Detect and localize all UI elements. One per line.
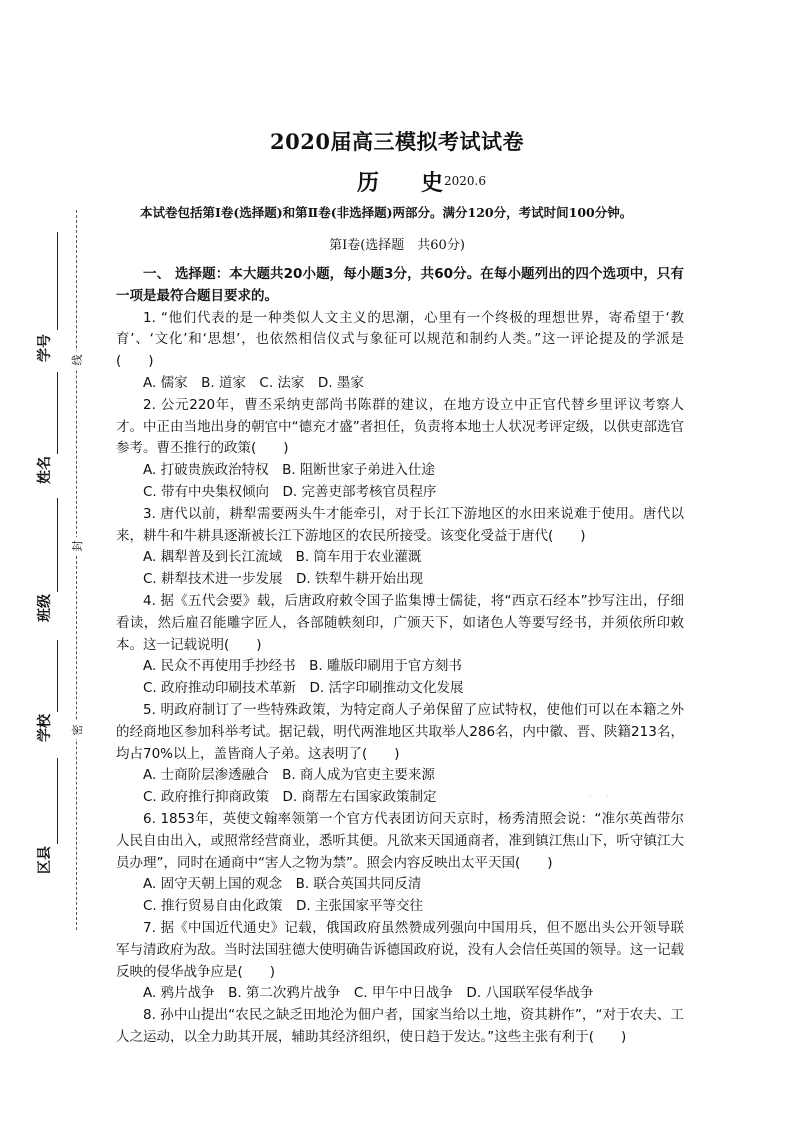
question-options: A. 鸦片战争 B. 第二次鸦片战争 C. 甲午中日战争 D. 八国联军侵华战争: [143, 985, 594, 1002]
fill-line-name: [57, 372, 58, 454]
label-name: 姓名: [37, 456, 53, 484]
subject-char-1: 历: [357, 170, 380, 196]
fill-line-class: [57, 498, 58, 592]
question-options: A. 民众不再使用手抄经书 B. 雕版印刷用于官方刻书: [143, 658, 462, 675]
label-district: 区县: [37, 846, 53, 874]
binding-margin: [0, 0, 110, 1123]
seal-char-secret: 密: [69, 721, 85, 739]
question-options: A. 固守天朝上国的观念 B. 联合英国共同反清: [143, 876, 422, 893]
fill-line-school: [57, 640, 58, 712]
question-stem: 6. 1853年，英使文翰率领第一个官方代表团访问天京时，杨秀清照会说：“准尔英酋带尔人民自由出入，或照常经营商业，悉听其便。凡欲来天国通商者，准到镇江焦山下，听守镇江大员办理”，同时在通商中“害人之物为禁”。照会内容反映出太平天国( ): [116, 810, 684, 871]
subject-name: [357, 166, 443, 197]
fill-line-district: [57, 758, 58, 844]
exam-intro: 本试卷包括第Ⅰ卷(选择题)和第Ⅱ卷(非选择题)两部分。满分120分，考试时间100分钟。: [140, 205, 633, 220]
question-stem: 3. 唐代以前，耕犁需要两头牛才能牵引，对于长江下游地区的水田来说难于使用。唐代以来，耕牛和牛耕具逐渐被长江下游地区的农民所接受。该变化受益于唐代( ): [116, 505, 684, 544]
question-options: A. 士商阶层渗透融合 B. 商人成为官吏主要来源: [143, 767, 435, 784]
question-stem: 1. “他们代表的是一种类似人文主义的思潮，心里有一个终极的理想世界，寄希望于‘教育’、‘文化’和‘思想’，也依然相信仪式与象征可以规范和制约人类。”这一评论提及的学派是( ): [116, 309, 684, 370]
question-stem: 7. 据《中国近代通史》记载，俄国政府虽然赞成列强向中国用兵，但不愿出头公开领导联军与清政府为敌。当时法国驻德大使明确告诉德国政府说，没有人会信任英国的领导。这一记载反映的侵华战争应是( ): [116, 919, 684, 980]
question-stem: 5. 明政府制订了一些特殊政策，为特定商人子弟保留了应试特权，使他们可以在本籍之外的经商地区参加科举考试。据记载，明代两淮地区共取举人286名，内中徽、晋、陕籍213名，均占70%以上，盖皆商人子弟。这表明了( ): [116, 701, 684, 762]
question-stem: 4. 据《五代会要》载，后唐政府敕令国子监集博士儒徒，将“西京石经本”抄写注出，仔细看读，然后雇召能雕字匠人，各部随帙刻印，广颁天下，如诸色人等要写经书，并须依所印敕本。这一记载说明( ): [116, 592, 684, 653]
question-stem: 8. 孙中山提出“农民之缺乏田地沦为佃户者，国家当给以土地，资其耕作”，“对于农夫、工人之运动，以全力助其开展，辅助其经济组织，使日趋于发达。”这些主张有利于( ): [116, 1007, 684, 1045]
part-heading: 第Ⅰ卷(选择题 共60分): [329, 238, 465, 253]
question-options: A. 儒家 B. 道家 C. 法家 D. 墨家: [143, 374, 364, 391]
label-school: 学校: [37, 714, 53, 742]
section-title: 一、 选择题：本大题共20小题，每小题3分，共60分。在每小题列出的四个选项中，只有一项是最符合题目要求的。: [116, 266, 684, 304]
subject-char-2: 史: [421, 170, 444, 196]
question-options: C. 带有中央集权倾向 D. 完善吏部考核官员程序: [143, 483, 437, 500]
question-options: C. 推行贸易自由化政策 D. 主张国家平等交往: [143, 898, 423, 915]
questions-body: [116, 264, 684, 1049]
seal-dotted-line: [76, 210, 77, 930]
question-options: C. 耕犁技术进一步发展 D. 铁犁牛耕开始出现: [143, 571, 423, 588]
seal-char-line: 线: [69, 351, 85, 369]
exam-date: 2020.6: [444, 174, 486, 188]
seal-char-seal: 封: [69, 537, 85, 555]
question-options: A. 耦犁普及到长江流域 B. 筒车用于农业灌溉: [143, 549, 422, 566]
question-options: C. 政府推行抑商政策 D. 商帮左右国家政策制定: [143, 789, 437, 806]
exam-title: 2020届高三模拟考试试卷: [270, 129, 524, 154]
question-options: A. 打破贵族政治特权 B. 阻断世家子弟进入仕途: [143, 462, 435, 479]
label-class: 班级: [37, 594, 53, 622]
watermark: · ·: [588, 790, 610, 805]
question-options: C. 政府推动印刷技术革新 D. 活字印刷推动文化发展: [143, 680, 464, 697]
question-stem: 2. 公元220年，曹丕采纳吏部尚书陈群的建议，在地方设立中正官代替乡里评议考察人才。中正由当地出身的朝官中“德充才盛”者担任，负责将本地士人状况考评定级，以供吏部选官参考。曹丕推行的政策( ): [116, 396, 684, 457]
label-student-id: 学号: [37, 334, 53, 362]
